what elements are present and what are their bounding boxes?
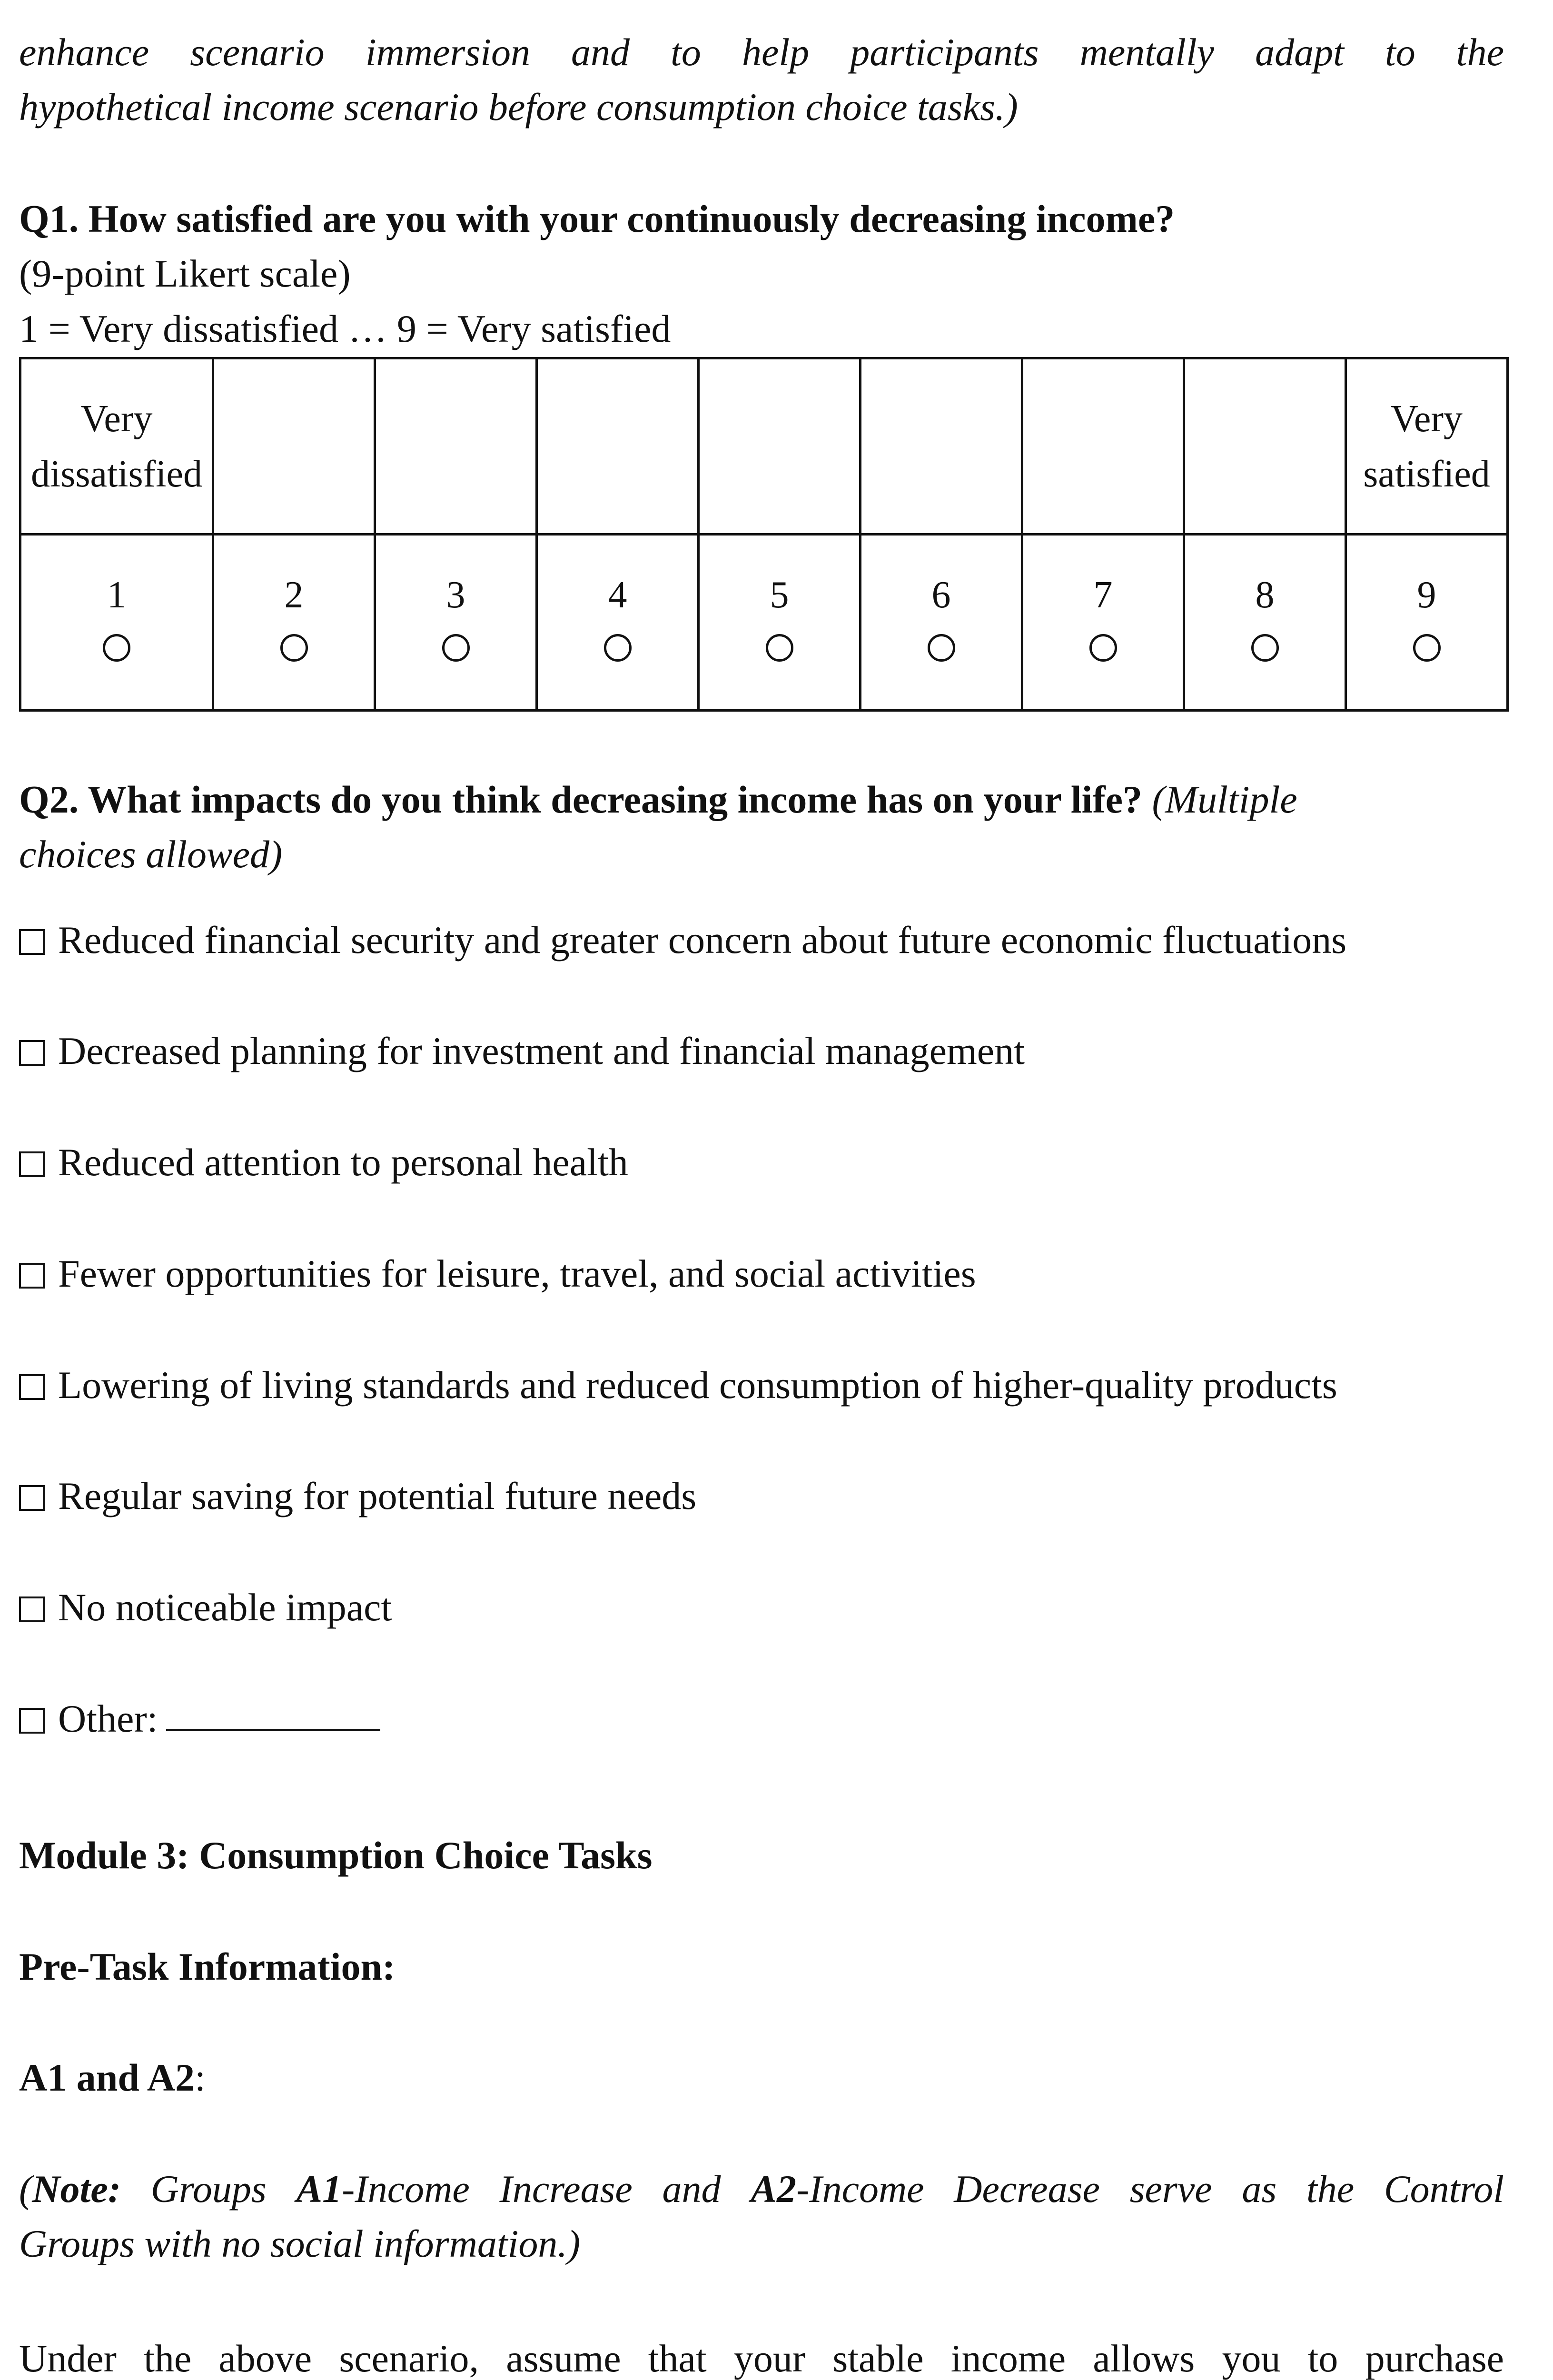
checkbox[interactable]	[19, 1040, 45, 1066]
likert-option-3[interactable]: 3	[375, 535, 537, 711]
checkbox[interactable]	[19, 929, 45, 955]
module-heading: Module 3: Consumption Choice Tasks	[19, 1834, 653, 1877]
q1-title: Q1. How satisfied are you with your continuously decreasing income?	[19, 197, 1175, 240]
anchor-low-cell: Very dissatisfied	[20, 358, 213, 535]
likert-option-2[interactable]: 2	[213, 535, 375, 711]
checkbox[interactable]	[19, 1485, 45, 1511]
likert-option-7[interactable]: 7	[1022, 535, 1184, 711]
radio-button[interactable]	[103, 634, 130, 662]
checkbox[interactable]	[19, 1597, 45, 1622]
q1-scale-note: (9-point Likert scale)	[19, 252, 351, 295]
radio-button[interactable]	[928, 634, 955, 662]
q1-scale-range: 1 = Very dissatisfied … 9 = Very satisfied	[19, 307, 671, 350]
radio-button[interactable]	[1413, 634, 1441, 662]
likert-option-1[interactable]: 1	[20, 535, 213, 711]
likert-option-4[interactable]: 4	[537, 535, 699, 711]
likert-option-6[interactable]: 6	[861, 535, 1022, 711]
radio-button[interactable]	[442, 634, 470, 662]
q2-option-2[interactable]: Decreased planning for investment and financial management	[19, 1025, 1025, 1077]
groups-label: A1 and A2:	[19, 2056, 206, 2099]
note-line-2: Groups with no social information.)	[19, 2222, 581, 2265]
radio-button[interactable]	[1251, 634, 1279, 662]
likert-option-5[interactable]: 5	[699, 535, 861, 711]
q2-option-6[interactable]: Regular saving for potential future needs	[19, 1470, 696, 1522]
radio-button[interactable]	[604, 634, 632, 662]
q2-note: choices allowed)	[19, 833, 283, 876]
checkbox[interactable]	[19, 1263, 45, 1289]
intro-line-1: enhance scenario immersion and to help participants mentally adapt to the	[19, 30, 1504, 74]
checkbox[interactable]	[19, 1708, 45, 1734]
body-line-1: Under the above scenario, assume that your stable income allows you to purchase	[19, 2337, 1504, 2380]
q2-option-4[interactable]: Fewer opportunities for leisure, travel, and social activities	[19, 1248, 976, 1300]
radio-button[interactable]	[280, 634, 308, 662]
q2-option-1[interactable]: Reduced financial security and greater concern about future economic fluctuations	[19, 914, 1346, 966]
q2-option-other[interactable]: Other:	[19, 1693, 380, 1745]
likert-option-8[interactable]: 8	[1184, 535, 1346, 711]
intro-line-2: hypothetical income scenario before consumption choice tasks.)	[19, 85, 1018, 129]
anchor-high-cell: Very satisfied	[1346, 358, 1508, 535]
q2-option-7[interactable]: No noticeable impact	[19, 1581, 392, 1634]
radio-button[interactable]	[766, 634, 793, 662]
q2-option-3[interactable]: Reduced attention to personal health	[19, 1136, 628, 1189]
other-text-field[interactable]	[166, 1693, 380, 1731]
likert-option-9[interactable]: 9	[1346, 535, 1508, 711]
note-line-1: (Note: Groups A1-Income Increase and A2-Income Decrease serve as the Control	[19, 2167, 1504, 2211]
q2-option-5[interactable]: Lowering of living standards and reduced consumption of higher-quality products	[19, 1359, 1337, 1411]
radio-button[interactable]	[1089, 634, 1117, 662]
pretask-heading: Pre-Task Information:	[19, 1945, 396, 1988]
checkbox[interactable]	[19, 1151, 45, 1177]
q2-title: Q2. What impacts do you think decreasing income has on your life? (Multiple	[19, 778, 1297, 821]
likert-scale-table	[19, 357, 1509, 712]
checkbox[interactable]	[19, 1374, 45, 1400]
